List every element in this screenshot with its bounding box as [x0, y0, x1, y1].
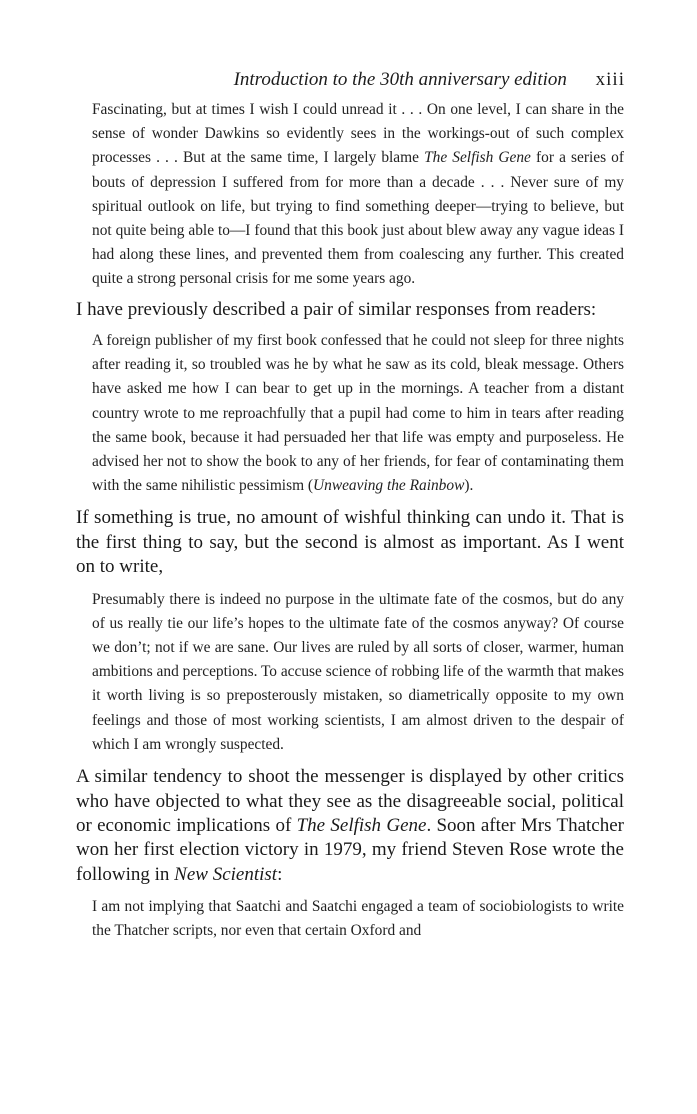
block-quote-rose: I am not implying that Saatchi and Saatchi engaged a team of sociobiologists to write the Thatcher scripts, nor even that certain Oxford and [92, 898, 624, 940]
page-number: xiii [595, 69, 625, 90]
quote-text: ). [464, 477, 474, 495]
quote-text: A foreign publisher of my first book confessed that he could not sleep for three nights after reading it, so troubled was he by what he saw as its cold, bleak message. Others have asked me how I can bear to get up in the mornings. A teacher from a distant country wrote to me reproachfully that a pupil had come to him in tears after reading the same book, because it had persuaded her that life was empty and purposeless. He advised her not to show the book to any of her friends, for fear of contaminating them with the same nihilistic pessimism ( [92, 332, 624, 495]
book-title: Unweaving the Rainbow [313, 477, 465, 495]
magazine-title: New Scientist [174, 863, 278, 885]
body-paragraph: I have previously described a pair of similar responses from readers: [76, 298, 597, 320]
body-text: : [277, 863, 283, 885]
body-text: . Soon after Mrs Thatcher won her first election victory in 1979, my friend Steven Rose wrote the following in [76, 814, 624, 885]
body-paragraph: If something is true, no amount of wishful thinking can undo it. That is the first thing to say, but the second is almost as important. As I went on to write, [76, 507, 624, 578]
page-body [76, 98, 624, 944]
quote-text: Fascinating, but at times I wish I could unread it . . . On one level, I can share in the sense of wonder Dawkins so evidently sees in the workings-out of such complex processes . . . But at the same time, I largely blame [92, 101, 624, 167]
quote-text: for a series of bouts of depression I suffered from for more than a decade . . . Never sure of my spiritual outlook on life, but trying to find something deeper—trying to believe, but not quite being able to—I found that this book just about blew away any vague ideas I had along these lines, and prevented them from coalescing any further. This created quite a strong personal crisis for me some years ago. [92, 149, 624, 288]
running-title: Introduction to the 30th anniversary edition [233, 69, 567, 90]
block-quote-reader-letter [92, 98, 624, 292]
block-quote-unweaving [92, 329, 624, 498]
book-title: The Selfish Gene [424, 149, 531, 167]
block-quote-purpose: Presumably there is indeed no purpose in the ultimate fate of the cosmos, but do any of us really tie our life’s hopes to the ultimate fate of the cosmos anyway? Of course we don’t; not if we are sane. Our lives are ruled by all sorts of closer, warmer, human ambitions and perceptions. To accuse science of robbing life of the warmth that makes it worth living is so preposterously mistaken, so diametrically opposite to my own feelings and those of most working scientists, I am almost driven to the despair of which I am wrongly suspected. [92, 590, 625, 753]
body-paragraph [76, 765, 624, 887]
body-text: A similar tendency to shoot the messenger is displayed by other critics who have objected to what they see as the disagreeable social, political or economic implications of [76, 766, 624, 836]
running-header [80, 68, 625, 92]
book-title: The Selfish Gene [296, 814, 427, 836]
